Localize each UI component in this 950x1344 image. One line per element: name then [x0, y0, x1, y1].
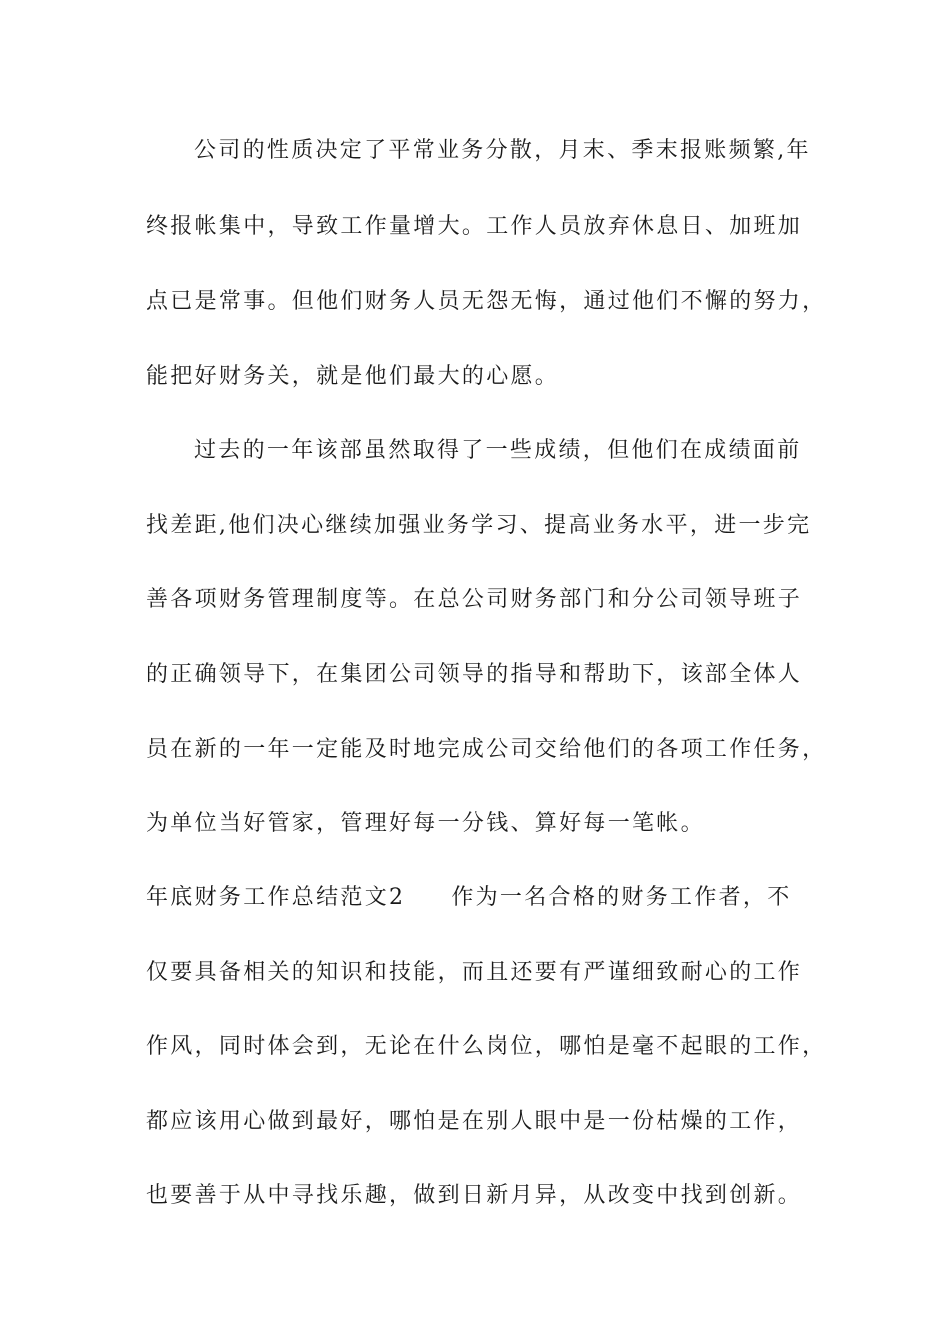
section-2-heading: 年底财务工作总结范文2	[146, 885, 406, 910]
section-2-line-5: 也要善于从中寻找乐趣，做到日新月异，从改变中找到创新。	[146, 1183, 803, 1208]
section-2-first-line-text: 作为一名合格的财务工作者，不	[451, 885, 792, 910]
section-2-heading-line	[146, 878, 836, 918]
paragraph-1-line-2: 终报帐集中，导致工作量增大。工作人员放弃休息日、加班加	[146, 214, 803, 239]
section-2-line-2: 仅要具备相关的知识和技能，而且还要有严谨细致耐心的工作	[146, 960, 803, 985]
paragraph-2-line-2: 找差距,他们决心继续加强业务学习、提高业务水平，进一步完	[146, 513, 812, 538]
paragraph-2-line-3: 善各项财务管理制度等。在总公司财务部门和分公司领导班子	[146, 587, 803, 612]
paragraph-2-line-4: 的正确领导下，在集团公司领导的指导和帮助下，该部全体人	[146, 662, 803, 687]
paragraph-2-line-6: 为单位当好管家，管理好每一分钱、算好每一笔帐。	[146, 811, 705, 836]
paragraph-1-line-3: 点已是常事。但他们财务人员无怨无悔，通过他们不懈的努力，	[146, 289, 827, 314]
paragraph-1-line-4: 能把好财务关，就是他们最大的心愿。	[146, 364, 560, 389]
paragraph-2-line-5: 员在新的一年一定能及时地完成公司交给他们的各项工作任务，	[146, 737, 827, 762]
paragraph-2-line-1: 过去的一年该部虽然取得了一些成绩，但他们在成绩面前	[194, 438, 802, 463]
section-2-line-4: 都应该用心做到最好，哪怕是在别人眼中是一份枯燥的工作，	[146, 1109, 803, 1134]
section-2-line-3: 作风，同时体会到，无论在什么岗位，哪怕是毫不起眼的工作，	[146, 1034, 827, 1059]
paragraph-1-line-1: 公司的性质决定了平常业务分散，月末、季末报账频繁,年	[194, 138, 811, 163]
